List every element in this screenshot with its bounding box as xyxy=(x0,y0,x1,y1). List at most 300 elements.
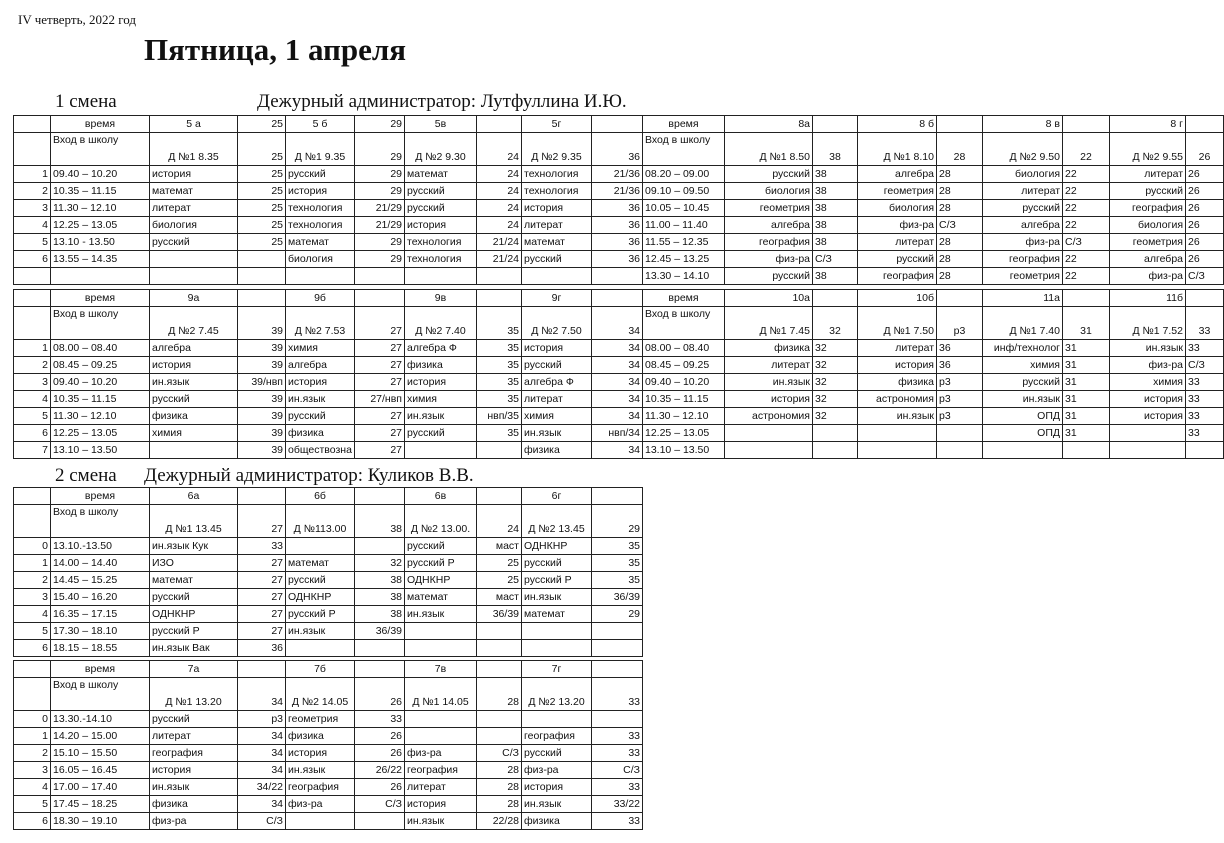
table-cell: история xyxy=(286,183,355,200)
table-cell: 32 xyxy=(813,374,858,391)
table-cell xyxy=(477,442,522,459)
table-cell: С/З xyxy=(1063,234,1110,251)
table-cell: 13.55 – 14.35 xyxy=(51,251,150,268)
table-cell: литерат xyxy=(150,728,238,745)
table-cell: 33 xyxy=(592,728,643,745)
table-cell: 13.10.-13.50 xyxy=(51,538,150,555)
table-cell: 15.10 – 15.50 xyxy=(51,745,150,762)
table-cell: 26 xyxy=(355,728,405,745)
table-cell xyxy=(522,711,592,728)
table-cell: 13.30.-14.10 xyxy=(51,711,150,728)
table-cell: 10.35 – 11.15 xyxy=(643,391,725,408)
table-cell: Д №1 7.52 xyxy=(1110,307,1186,340)
table-cell: 09.40 – 10.20 xyxy=(51,374,150,391)
table-cell: 6 xyxy=(14,813,51,830)
table-cell: история xyxy=(150,762,238,779)
table-cell xyxy=(150,442,238,459)
table-cell xyxy=(14,678,51,711)
table-cell: литерат xyxy=(150,200,238,217)
table-cell: ОДНКНР xyxy=(150,606,238,623)
table-cell: 0 xyxy=(14,538,51,555)
table-cell: 22/28 xyxy=(477,813,522,830)
table-cell xyxy=(477,290,522,307)
table-cell: 5г xyxy=(522,116,592,133)
table-cell: 14.45 – 15.25 xyxy=(51,572,150,589)
table-cell: физика xyxy=(725,340,813,357)
table-cell: 38 xyxy=(813,133,858,166)
table-cell: 08.45 – 09.25 xyxy=(51,357,150,374)
table-cell: русский xyxy=(286,408,355,425)
table-cell xyxy=(355,640,405,657)
table-cell: 1 xyxy=(14,340,51,357)
table-cell: р3 xyxy=(937,391,983,408)
table-cell: 26 xyxy=(1186,183,1224,200)
table-cell: Д №2 13.45 xyxy=(522,505,592,538)
table-cell: 28 xyxy=(937,234,983,251)
table-cell xyxy=(286,813,355,830)
table-cell: математ xyxy=(286,234,355,251)
table-cell: 6а xyxy=(150,488,238,505)
table-cell: русский xyxy=(405,425,477,442)
table-cell: 3 xyxy=(14,200,51,217)
table-cell: 26/22 xyxy=(355,762,405,779)
table-cell: 18.30 – 19.10 xyxy=(51,813,150,830)
table-cell: 6г xyxy=(522,488,592,505)
table-cell: русский Р xyxy=(405,555,477,572)
lesson-row xyxy=(14,234,1224,251)
lesson-row xyxy=(14,200,1224,217)
table-cell: 1 xyxy=(14,166,51,183)
table-cell: 2 xyxy=(14,183,51,200)
table-cell: 24 xyxy=(477,217,522,234)
table-cell: 21/24 xyxy=(477,251,522,268)
table-cell: 6 xyxy=(14,425,51,442)
table-cell: 25 xyxy=(238,133,286,166)
table-cell: география xyxy=(858,268,937,285)
table-cell xyxy=(592,640,643,657)
table-cell: 29 xyxy=(355,166,405,183)
table-cell: технология xyxy=(286,200,355,217)
table-cell: ин.язык xyxy=(286,762,355,779)
table-cell: 2 xyxy=(14,357,51,374)
table-cell: 26 xyxy=(1186,200,1224,217)
table-cell: 39 xyxy=(238,408,286,425)
table-cell: 12.25 – 13.05 xyxy=(643,425,725,442)
table-cell: 34 xyxy=(238,796,286,813)
table-cell: биология xyxy=(725,183,813,200)
table-cell: 31 xyxy=(1063,307,1110,340)
table-cell xyxy=(405,268,477,285)
lesson-row xyxy=(14,711,643,728)
table-cell: 35 xyxy=(592,555,643,572)
lesson-row xyxy=(14,251,1224,268)
table-cell: 6б xyxy=(286,488,355,505)
table-cell xyxy=(238,488,286,505)
table-cell: 13.10 – 13.50 xyxy=(643,442,725,459)
table-cell xyxy=(14,133,51,166)
table-cell: русский Р xyxy=(522,572,592,589)
lesson-row xyxy=(14,340,1224,357)
table-cell: физ-ра xyxy=(405,745,477,762)
table-cell: русский xyxy=(150,391,238,408)
table-cell: литерат xyxy=(405,779,477,796)
table-cell: 39 xyxy=(238,391,286,408)
table-cell: 36 xyxy=(592,251,643,268)
table-cell: 09.40 – 10.20 xyxy=(643,374,725,391)
table-cell: 32 xyxy=(813,357,858,374)
lesson-row xyxy=(14,268,1224,285)
table-cell: русский xyxy=(522,555,592,572)
lesson-row xyxy=(14,640,643,657)
table-cell: Д №2 9.50 xyxy=(983,133,1063,166)
table-cell: 38 xyxy=(355,572,405,589)
table-cell xyxy=(592,623,643,640)
table-cell: география xyxy=(286,779,355,796)
table-cell: русский xyxy=(1110,183,1186,200)
table-cell: Вход в школу xyxy=(51,133,150,166)
table-cell: С/З xyxy=(813,251,858,268)
table-cell: математ xyxy=(405,589,477,606)
table-cell: 26 xyxy=(355,745,405,762)
table-cell: 33 xyxy=(592,813,643,830)
table-cell: 36 xyxy=(937,357,983,374)
table-cell: физика xyxy=(522,442,592,459)
table-cell: 5 б xyxy=(286,116,355,133)
table-cell: 7а xyxy=(150,661,238,678)
table-cell: 13.10 - 13.50 xyxy=(51,234,150,251)
table-cell: Д №2 13.00. xyxy=(405,505,477,538)
table-cell: 38 xyxy=(813,217,858,234)
table-cell: 28 xyxy=(937,166,983,183)
table-cell: 35 xyxy=(592,572,643,589)
table-cell: р3 xyxy=(937,374,983,391)
table-cell: 24 xyxy=(477,505,522,538)
schedule-shift2-grade-6 xyxy=(13,487,643,657)
table-cell: 38 xyxy=(813,200,858,217)
table-cell: алгебра xyxy=(1110,251,1186,268)
table-cell: С/З xyxy=(355,796,405,813)
table-cell: р3 xyxy=(937,307,983,340)
table-cell: 35 xyxy=(592,538,643,555)
table-cell: русский xyxy=(725,166,813,183)
table-cell: Д №2 9.55 xyxy=(1110,133,1186,166)
table-cell: география xyxy=(725,234,813,251)
table-cell: 34 xyxy=(238,745,286,762)
table-cell: ин.язык xyxy=(522,796,592,813)
table-cell xyxy=(477,640,522,657)
table-cell: 21/29 xyxy=(355,217,405,234)
table-cell: 34 xyxy=(592,408,643,425)
table-cell: математ xyxy=(286,555,355,572)
table-cell: 22 xyxy=(1063,217,1110,234)
table-cell: 27 xyxy=(355,408,405,425)
table-cell: 3 xyxy=(14,762,51,779)
table-cell xyxy=(405,623,477,640)
table-cell: 22 xyxy=(1063,183,1110,200)
table-cell: 10.35 – 11.15 xyxy=(51,391,150,408)
table-cell xyxy=(355,538,405,555)
table-cell: 27 xyxy=(355,357,405,374)
table-cell: ин.язык Кук xyxy=(150,538,238,555)
table-cell: биология xyxy=(1110,217,1186,234)
table-cell: 13.30 – 14.10 xyxy=(643,268,725,285)
lesson-row xyxy=(14,357,1224,374)
table-cell: 33 xyxy=(1186,307,1224,340)
table-cell: 9в xyxy=(405,290,477,307)
shift-2-label: 2 смена xyxy=(55,465,117,486)
table-cell: технология xyxy=(405,251,477,268)
table-cell: 25 xyxy=(238,200,286,217)
table-cell: физ-ра xyxy=(983,234,1063,251)
table-cell: алгебра xyxy=(725,217,813,234)
table-cell: алгебра Ф xyxy=(405,340,477,357)
table-cell: 38 xyxy=(813,234,858,251)
table-cell: русский xyxy=(522,745,592,762)
header-row xyxy=(14,290,1224,307)
table-cell: 5 xyxy=(14,408,51,425)
table-cell: физ-ра xyxy=(286,796,355,813)
table-cell: Д №1 7.45 xyxy=(725,307,813,340)
table-cell: 29 xyxy=(355,251,405,268)
table-cell xyxy=(592,488,643,505)
table-cell: Д №1 9.35 xyxy=(286,133,355,166)
table-cell: русский xyxy=(522,357,592,374)
table-cell: 14.20 – 15.00 xyxy=(51,728,150,745)
table-cell: 5 xyxy=(14,623,51,640)
table-cell: время xyxy=(643,116,725,133)
table-cell xyxy=(14,116,51,133)
table-cell: 4 xyxy=(14,217,51,234)
table-cell: 8 г xyxy=(1110,116,1186,133)
table-cell: 24 xyxy=(477,166,522,183)
table-cell: 27 xyxy=(238,555,286,572)
table-cell: Д №2 7.40 xyxy=(405,307,477,340)
table-cell: нвп/34 xyxy=(592,425,643,442)
table-cell: 1 xyxy=(14,728,51,745)
table-cell: С/З xyxy=(1186,268,1224,285)
table-cell: 13.10 – 13.50 xyxy=(51,442,150,459)
table-cell: география xyxy=(522,728,592,745)
table-cell: С/З xyxy=(592,762,643,779)
table-cell: 22 xyxy=(1063,251,1110,268)
table-cell: 7 xyxy=(14,442,51,459)
table-cell: 6 xyxy=(14,640,51,657)
table-cell: 33/22 xyxy=(592,796,643,813)
table-cell: математ xyxy=(150,572,238,589)
table-cell: литерат xyxy=(858,234,937,251)
table-cell: 27 xyxy=(355,442,405,459)
table-cell xyxy=(14,488,51,505)
table-cell xyxy=(477,711,522,728)
table-cell xyxy=(592,661,643,678)
entry-row xyxy=(14,133,1224,166)
quarter-label: IV четверть, 2022 год xyxy=(18,12,136,27)
table-cell: 21/24 xyxy=(477,234,522,251)
table-cell: алгебра xyxy=(150,340,238,357)
table-cell: физика xyxy=(150,796,238,813)
table-cell: 34 xyxy=(592,374,643,391)
table-cell: русский xyxy=(286,166,355,183)
table-cell: ин.язык xyxy=(1110,340,1186,357)
table-cell: 14.00 – 14.40 xyxy=(51,555,150,572)
table-cell: русский xyxy=(286,572,355,589)
table-cell: 38 xyxy=(813,166,858,183)
table-cell xyxy=(286,538,355,555)
table-cell: русский xyxy=(150,711,238,728)
table-cell: 29 xyxy=(592,505,643,538)
table-cell: астрономия xyxy=(725,408,813,425)
table-cell: 33 xyxy=(1186,340,1224,357)
table-cell: 08.00 – 08.40 xyxy=(51,340,150,357)
table-cell: 11.30 – 12.10 xyxy=(643,408,725,425)
table-cell: 29 xyxy=(355,116,405,133)
table-cell xyxy=(858,442,937,459)
table-cell xyxy=(937,442,983,459)
table-cell xyxy=(522,640,592,657)
table-cell: 26 xyxy=(1186,166,1224,183)
table-cell xyxy=(1063,442,1110,459)
table-cell: 34 xyxy=(592,340,643,357)
lesson-row xyxy=(14,183,1224,200)
table-cell: 26 xyxy=(1186,234,1224,251)
table-cell: 12.45 – 13.25 xyxy=(643,251,725,268)
lesson-row xyxy=(14,779,643,796)
table-cell: физ-ра xyxy=(725,251,813,268)
table-cell: Д №2 7.45 xyxy=(150,307,238,340)
table-cell: 7в xyxy=(405,661,477,678)
table-cell xyxy=(14,290,51,307)
table-cell: Д №1 8.35 xyxy=(150,133,238,166)
table-cell: биология xyxy=(858,200,937,217)
table-cell: 10.35 – 11.15 xyxy=(51,183,150,200)
table-cell: физ-ра xyxy=(150,813,238,830)
table-cell: 11.30 – 12.10 xyxy=(51,200,150,217)
table-cell: литерат xyxy=(522,217,592,234)
table-cell: 24 xyxy=(477,183,522,200)
table-cell: Д №1 7.40 xyxy=(983,307,1063,340)
table-cell: 24 xyxy=(477,200,522,217)
table-cell: ОДНКНР xyxy=(522,538,592,555)
table-cell xyxy=(355,813,405,830)
table-cell: Д №2 9.30 xyxy=(405,133,477,166)
table-cell: 16.35 – 17.15 xyxy=(51,606,150,623)
table-cell: 39 xyxy=(238,425,286,442)
schedule-shift2-grade-7 xyxy=(13,660,643,830)
table-cell: 33 xyxy=(592,678,643,711)
table-cell: 36 xyxy=(592,200,643,217)
table-cell: география xyxy=(983,251,1063,268)
table-cell: технология xyxy=(405,234,477,251)
table-cell: Д №1 8.10 xyxy=(858,133,937,166)
table-cell xyxy=(405,640,477,657)
shift-2-admin: Дежурный администратор: Куликов В.В. xyxy=(144,465,474,486)
table-cell xyxy=(286,268,355,285)
table-cell: 36 xyxy=(937,340,983,357)
table-cell: 36/39 xyxy=(355,623,405,640)
table-cell: Д №1 13.20 xyxy=(150,678,238,711)
table-cell: 9б xyxy=(286,290,355,307)
table-cell: 38 xyxy=(813,183,858,200)
table-cell: время xyxy=(51,290,150,307)
table-cell: 38 xyxy=(813,268,858,285)
table-cell xyxy=(355,488,405,505)
table-cell xyxy=(14,505,51,538)
table-cell: 39 xyxy=(238,442,286,459)
table-cell: время xyxy=(51,116,150,133)
table-cell: Вход в школу xyxy=(51,307,150,340)
table-cell: русский xyxy=(405,538,477,555)
table-cell: история xyxy=(522,779,592,796)
table-cell: 1 xyxy=(14,555,51,572)
table-cell xyxy=(355,661,405,678)
table-cell: 26 xyxy=(1186,251,1224,268)
lesson-row xyxy=(14,391,1224,408)
table-cell: 22 xyxy=(1063,268,1110,285)
table-cell: 26 xyxy=(355,678,405,711)
table-cell: ОДНКНР xyxy=(405,572,477,589)
table-cell: русский xyxy=(725,268,813,285)
table-cell: 32 xyxy=(813,307,858,340)
lesson-row xyxy=(14,762,643,779)
table-cell xyxy=(14,268,51,285)
table-cell: 0 xyxy=(14,711,51,728)
table-cell: Д №2 7.53 xyxy=(286,307,355,340)
table-cell xyxy=(725,425,813,442)
table-cell: 27 xyxy=(355,340,405,357)
header-row xyxy=(14,661,643,678)
table-cell: физика xyxy=(150,408,238,425)
table-cell: история xyxy=(286,745,355,762)
table-cell: 26 xyxy=(1186,217,1224,234)
table-cell: 34 xyxy=(592,442,643,459)
table-cell: 28 xyxy=(477,779,522,796)
table-cell: 4 xyxy=(14,779,51,796)
table-cell: 31 xyxy=(1063,425,1110,442)
header-row xyxy=(14,488,643,505)
table-cell: 34/22 xyxy=(238,779,286,796)
table-cell xyxy=(150,268,238,285)
table-cell: история xyxy=(405,374,477,391)
table-cell: время xyxy=(643,290,725,307)
table-cell: 08.00 – 08.40 xyxy=(643,340,725,357)
table-cell xyxy=(477,623,522,640)
table-cell: биология xyxy=(983,166,1063,183)
table-cell: 4 xyxy=(14,391,51,408)
table-cell xyxy=(937,425,983,442)
table-cell: история xyxy=(405,217,477,234)
table-cell: физика xyxy=(405,357,477,374)
table-cell: 32 xyxy=(813,408,858,425)
table-cell: Д №1 13.45 xyxy=(150,505,238,538)
table-cell: инф/технолог xyxy=(983,340,1063,357)
table-cell: 12.25 – 13.05 xyxy=(51,425,150,442)
table-cell xyxy=(238,661,286,678)
table-cell xyxy=(937,116,983,133)
table-cell: история xyxy=(1110,408,1186,425)
table-cell: 5в xyxy=(405,116,477,133)
entry-row xyxy=(14,505,643,538)
table-cell: 8 б xyxy=(858,116,937,133)
lesson-row xyxy=(14,606,643,623)
table-cell: литерат xyxy=(858,340,937,357)
table-cell: 5 xyxy=(14,234,51,251)
table-cell: 38 xyxy=(355,589,405,606)
table-cell: 10б xyxy=(858,290,937,307)
schedule-shift1-grades-5-8 xyxy=(13,115,1224,285)
table-cell xyxy=(813,116,858,133)
table-cell: ин.язык xyxy=(405,606,477,623)
page-title: Пятница, 1 апреля xyxy=(144,32,407,67)
